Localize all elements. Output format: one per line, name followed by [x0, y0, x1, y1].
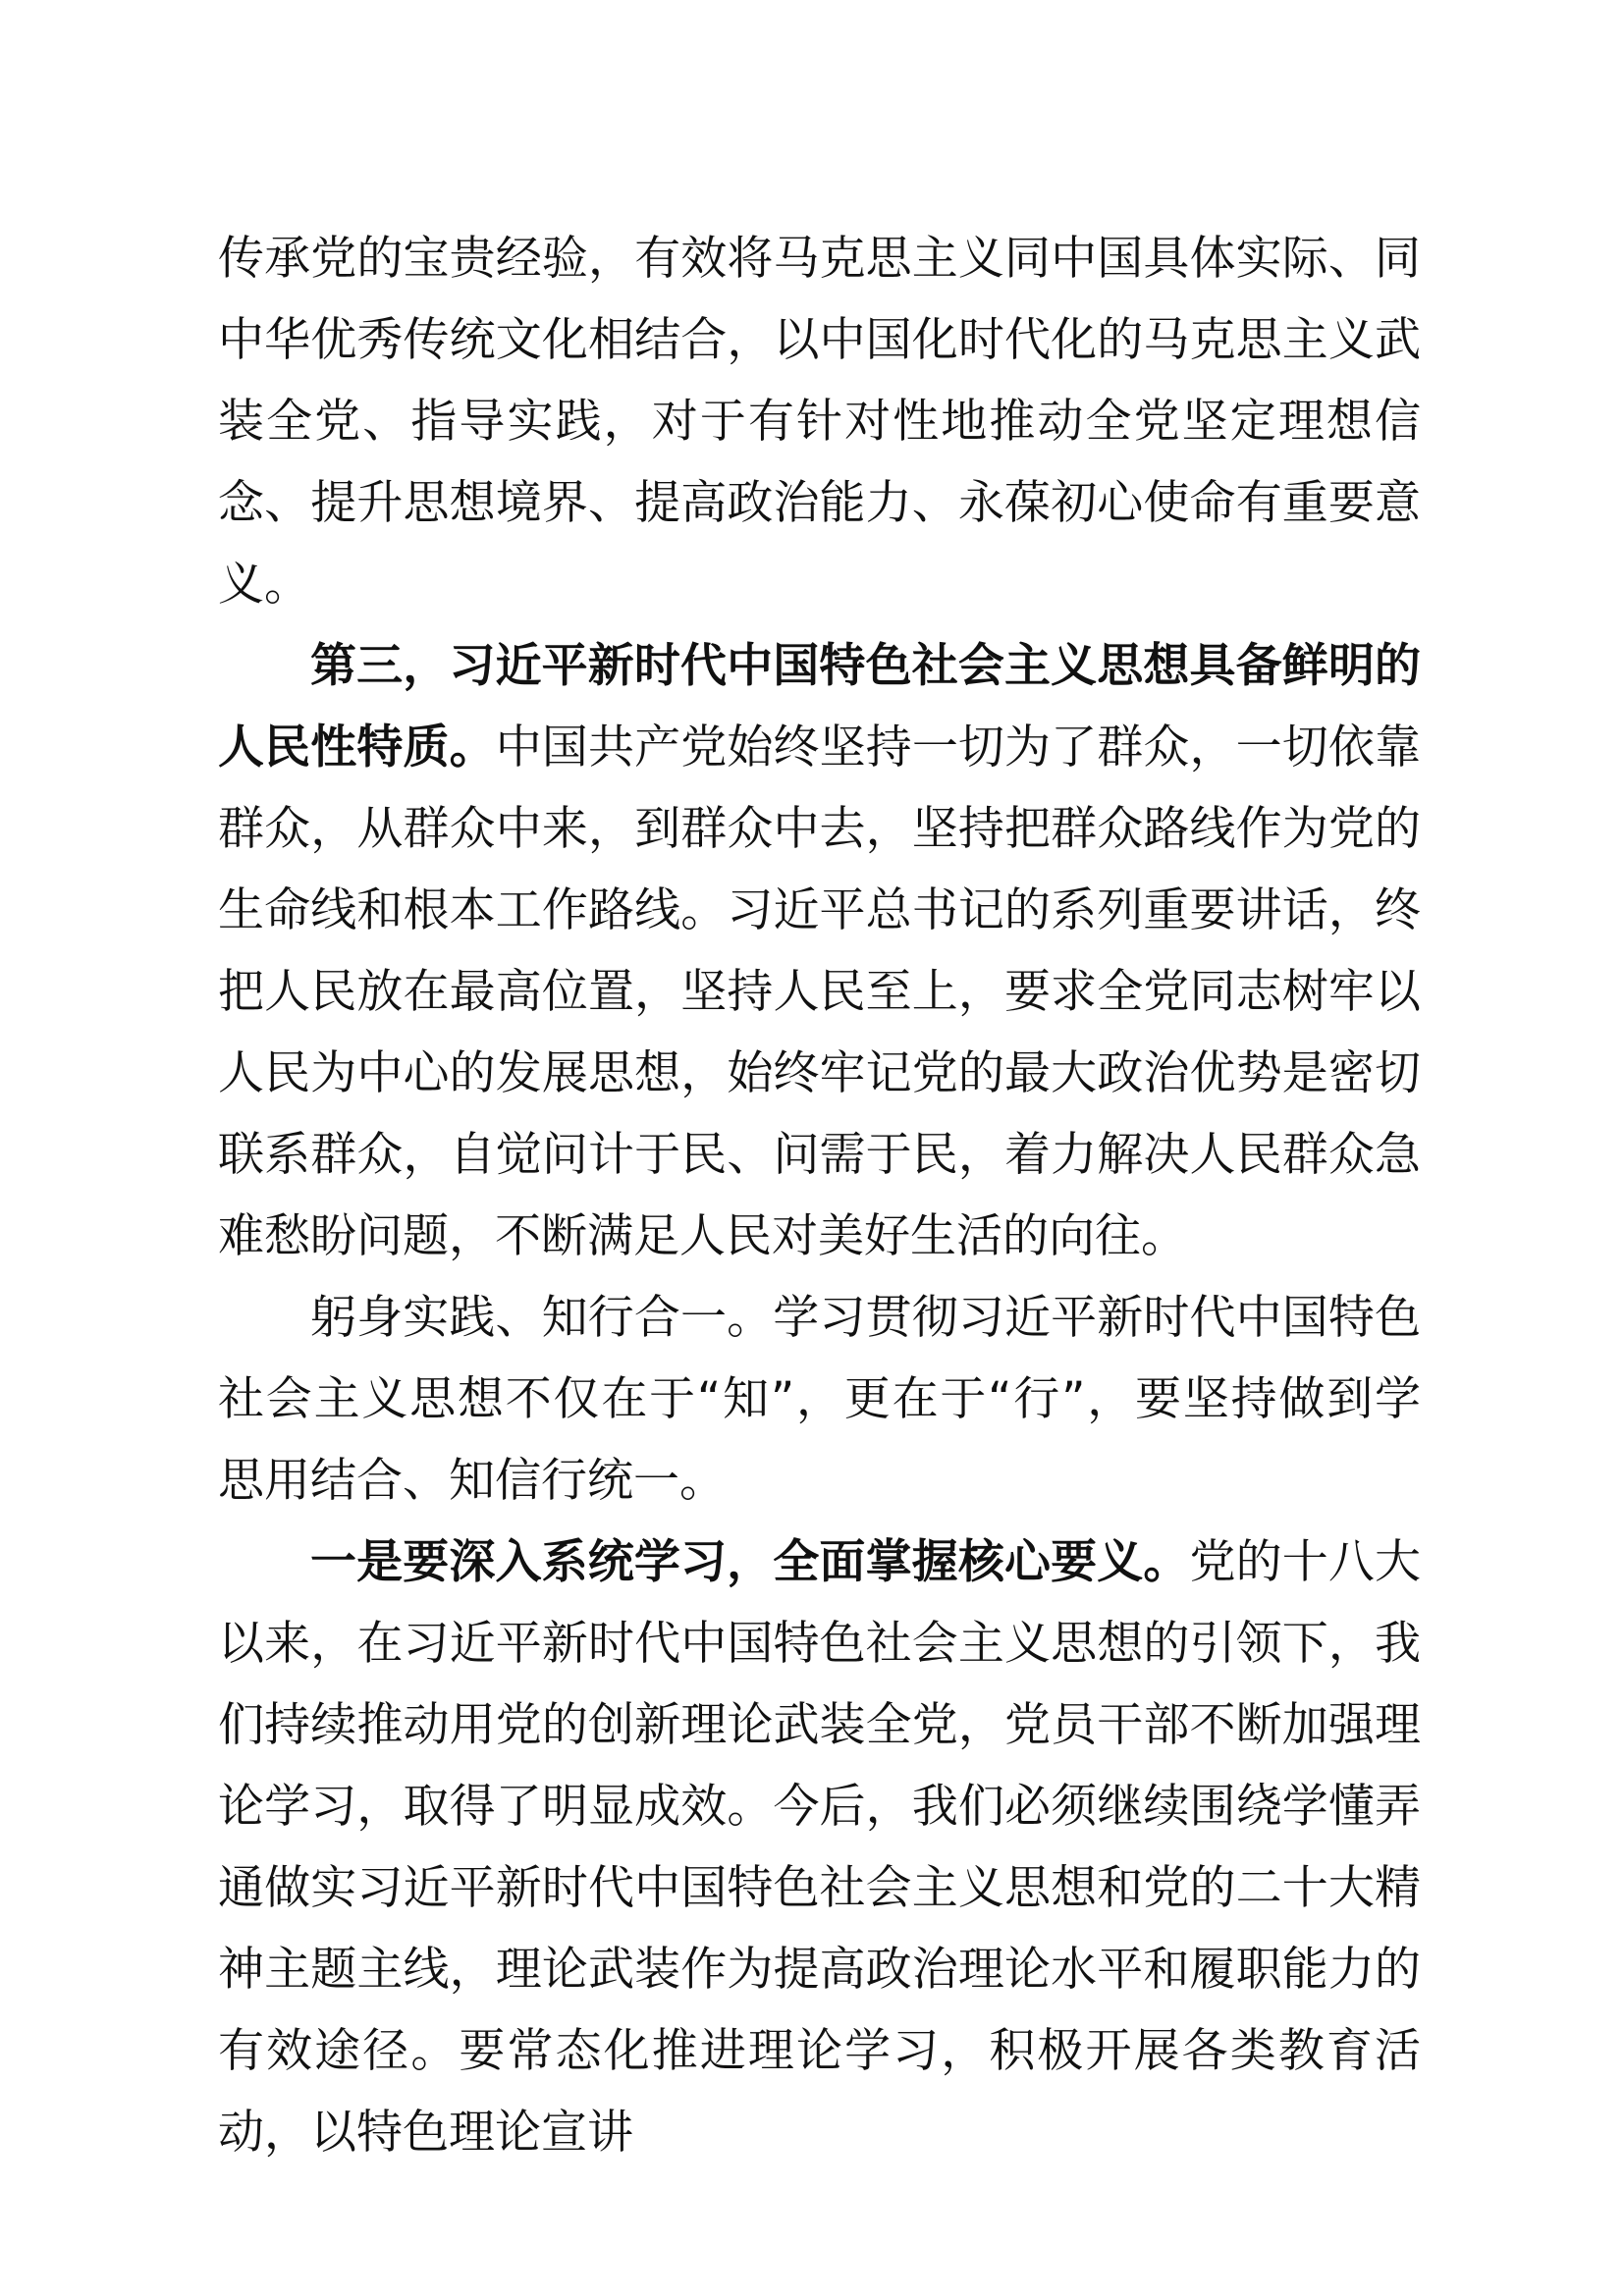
- paragraph-heading-bold: 一是要深入系统学习，全面掌握核心要义。: [310, 1535, 1190, 1589]
- paragraph-first-requirement: [218, 1522, 1421, 2173]
- paragraph-practice: [218, 1277, 1421, 1522]
- paragraph-text: 躬身实践、知行合一。学习贯彻习近平新时代中国特色社会主义思想不仅在于“知”，更在于“行”，要坚持做到学思用结合、知信行统一。: [218, 1291, 1421, 1508]
- paragraph-third-point: [218, 625, 1421, 1277]
- document-body: [218, 218, 1421, 2173]
- paragraph-text: 传承党的宝贵经验，有效将马克思主义同中国具体实际、同中华优秀传统文化相结合，以中国化时代化的马克思主义武装全党、指导实践，对于有针对性地推动全党坚定理想信念、提升思想境界、提高政治能力、永葆初心使命有重要意义。: [218, 232, 1421, 612]
- paragraph-heading-bold: 第三，习近平新时代中国特色社会主义思想具备鲜明的人民性特质。: [218, 639, 1421, 774]
- paragraph-continuation: [218, 218, 1421, 625]
- paragraph-text: 中国共产党始终坚持一切为了群众，一切依靠群众，从群众中来，到群众中去，坚持把群众路线作为党的生命线和根本工作路线。习近平总书记的系列重要讲话，终把人民放在最高位置，坚持人民至上，要求全党同志树牢以人民为中心的发展思想，始终牢记党的最大政治优势是密切联系群众，自觉问计于民、问需于民，着力解决人民群众急难愁盼问题，不断满足人民对美好生活的向往。: [218, 721, 1422, 1263]
- paragraph-text: 党的十八大以来，在习近平新时代中国特色社会主义思想的引领下，我们持续推动用党的创新理论武装全党，党员干部不断加强理论学习，取得了明显成效。今后，我们必须继续围绕学懂弄通做实习近平新时代中国特色社会主义思想和党的二十大精神主题主线，理论武装作为提高政治理论水平和履职能力的有效途径。要常态化推进理论学习，积极开展各类教育活动，以特色理论宣讲: [218, 1535, 1422, 2160]
